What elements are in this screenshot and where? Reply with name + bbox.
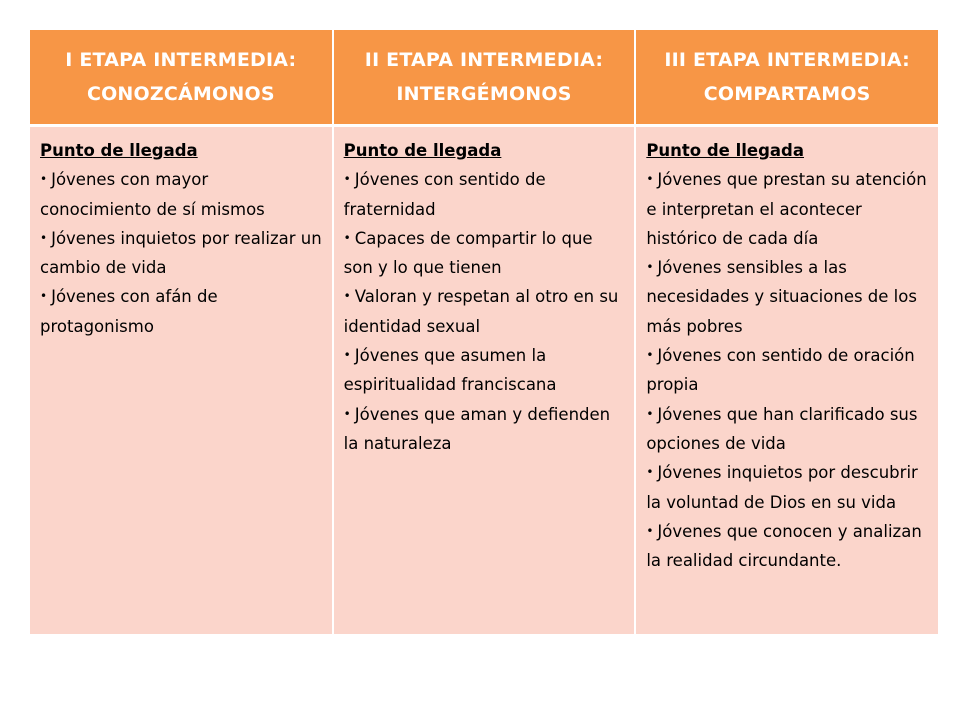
bullet-icon: • <box>343 289 351 304</box>
cell-stage-1-list <box>40 165 324 341</box>
header-stage-2 <box>333 30 636 126</box>
header-stage-2-line2: INTERGÉMONOS <box>396 83 572 105</box>
list-item <box>344 165 627 224</box>
list-item-text: Jóvenes con sentido de fraternidad <box>343 170 546 219</box>
header-stage-3-line1: III ETAPA INTERMEDIA: <box>664 49 910 71</box>
cell-stage-2 <box>333 126 636 634</box>
list-item <box>646 341 930 400</box>
bullet-icon: • <box>646 260 654 275</box>
header-stage-1-line1: I ETAPA INTERMEDIA: <box>65 49 297 71</box>
list-item-text: Jóvenes que aman y defienden la naturaleza <box>343 404 611 453</box>
header-stage-1 <box>30 30 333 126</box>
bullet-icon: • <box>646 348 654 363</box>
bullet-icon: • <box>343 406 351 421</box>
list-item <box>646 253 930 341</box>
header-stage-1-line2: CONOZCÁMONOS <box>86 83 275 105</box>
list-item-text: Jóvenes que conocen y analizan la realidad circundante. <box>646 521 922 571</box>
bullet-icon: • <box>646 172 654 187</box>
list-item <box>646 517 930 576</box>
bullet-icon: • <box>343 348 351 363</box>
header-stage-3 <box>635 30 938 126</box>
list-item <box>40 224 324 283</box>
list-item <box>344 341 627 400</box>
list-item-text: Jóvenes con mayor conocimiento de sí mismos <box>40 170 265 219</box>
list-item-text: Jóvenes que han clarificado sus opciones de vida <box>646 404 918 453</box>
stages-table <box>30 30 938 634</box>
header-stage-2-line1: II ETAPA INTERMEDIA: <box>364 49 604 71</box>
bullet-icon: • <box>343 230 351 245</box>
list-item-text: Jóvenes con afán de protagonismo <box>40 287 218 336</box>
header-row <box>30 30 938 126</box>
cell-stage-3 <box>635 126 938 634</box>
cell-stage-1 <box>30 126 333 634</box>
bullet-icon: • <box>343 172 351 187</box>
list-item <box>40 165 324 224</box>
list-item-text: Jóvenes que asumen la espiritualidad franciscana <box>343 346 557 395</box>
list-item-text: Capaces de compartir lo que son y lo que tienen <box>343 228 593 278</box>
cell-stage-2-list <box>344 165 627 458</box>
list-item <box>646 400 930 459</box>
list-item <box>646 458 930 517</box>
cell-stage-3-heading: Punto de llegada <box>646 141 805 160</box>
list-item-text: Jóvenes inquietos por descubrir la voluntad de Dios en su vida <box>646 463 918 512</box>
bullet-icon: • <box>40 172 48 187</box>
list-item <box>344 282 627 341</box>
bullet-icon: • <box>40 230 48 245</box>
cell-stage-2-heading: Punto de llegada <box>343 141 502 160</box>
list-item <box>344 224 627 283</box>
body-row <box>30 126 938 634</box>
list-item-text: Jóvenes que prestan su atención e interpretan el acontecer histórico de cada día <box>646 170 927 248</box>
list-item-text: Jóvenes inquietos por realizar un cambio de vida <box>40 228 322 278</box>
cell-stage-3-list <box>646 165 930 575</box>
bullet-icon: • <box>40 289 48 304</box>
list-item <box>646 165 930 253</box>
bullet-icon: • <box>646 465 654 480</box>
bullet-icon: • <box>646 406 654 421</box>
list-item <box>40 282 324 341</box>
list-item-text: Jóvenes con sentido de oración propia <box>646 346 915 395</box>
header-stage-3-line2: COMPARTAMOS <box>703 83 871 105</box>
list-item-text: Jóvenes sensibles a las necesidades y situaciones de los más pobres <box>646 258 917 336</box>
bullet-icon: • <box>646 523 654 538</box>
list-item-text: Valoran y respetan al otro en su identidad sexual <box>343 287 619 336</box>
cell-stage-1-heading: Punto de llegada <box>40 141 198 160</box>
list-item <box>344 400 627 459</box>
